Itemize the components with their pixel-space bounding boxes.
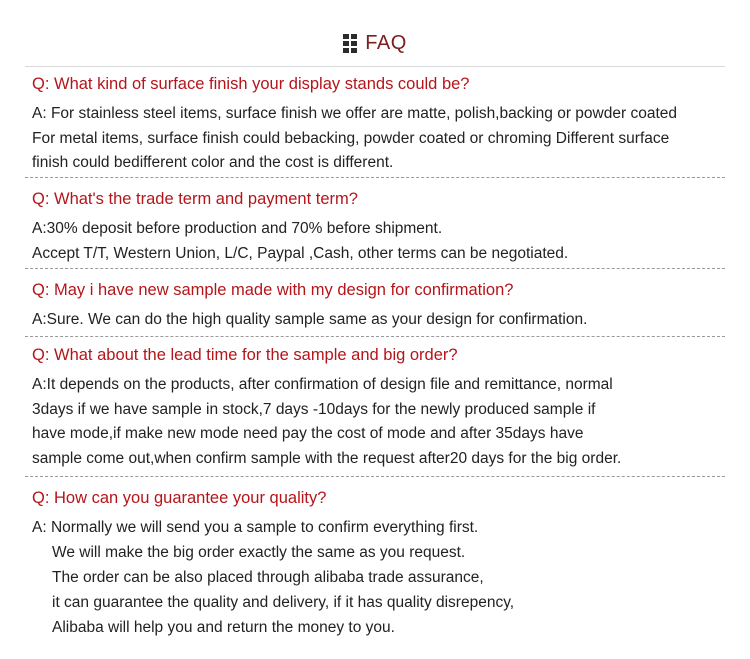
answer-line: have mode,if make new mode need pay the cost of mode and after 35days have — [32, 425, 584, 443]
faq-answer — [32, 515, 722, 640]
header-divider — [25, 66, 725, 67]
answer-line: A: Normally we will send you a sample to confirm everything first. — [32, 519, 479, 536]
answer-line: A:Sure. We can do the high quality sample same as your design for confirmation. — [32, 311, 588, 328]
dashed-divider — [25, 336, 725, 337]
answer-line: A:It depends on the products, after confirmation of design file and remittance, normal — [32, 376, 613, 393]
faq-item-surface-finish — [32, 73, 722, 176]
faq-question: Q: What kind of surface finish your display stands could be? — [32, 75, 470, 93]
faq-answer — [32, 102, 722, 176]
answer-line: For metal items, surface finish could bebacking, powder coated or chroming Different surface — [32, 129, 670, 147]
faq-question: Q: May i have new sample made with my design for confirmation? — [32, 281, 514, 299]
faq-answer — [32, 373, 722, 472]
answer-line: A: For stainless steel items, surface finish we offer are matte, polish,backing or powder coated — [32, 105, 677, 122]
faq-answer — [32, 308, 722, 333]
answer-line: finish could bedifferent color and the cost is different. — [32, 154, 394, 171]
answer-line: A:30% deposit before production and 70% before shipment. — [32, 220, 443, 237]
answer-line: it can guarantee the quality and delivery, if it has quality disrepency, — [52, 594, 515, 611]
faq-question: Q: What's the trade term and payment term? — [32, 190, 358, 208]
faq-header-inner — [343, 32, 407, 55]
faq-item-trade-term — [32, 188, 722, 266]
dashed-divider — [25, 268, 725, 269]
faq-question: Q: What about the lead time for the sample and big order? — [32, 346, 458, 364]
grid-icon — [343, 34, 357, 53]
faq-question: Q: How can you guarantee your quality? — [32, 489, 327, 507]
page-title: FAQ — [365, 31, 407, 54]
answer-line: 3days if we have sample in stock,7 days -10days for the newly produced sample if — [32, 400, 596, 418]
faq-answer — [32, 217, 722, 266]
faq-item-new-sample — [32, 279, 722, 333]
answer-line: We will make the big order exactly the same as you request. — [52, 544, 466, 561]
answer-line: The order can be also placed through alibaba trade assurance, — [52, 569, 484, 586]
answer-line: sample come out,when confirm sample with the request after20 days for the big order. — [32, 450, 622, 468]
dashed-divider — [25, 177, 725, 178]
answer-line: Accept T/T, Western Union, L/C, Paypal ,Cash, other terms can be negotiated. — [32, 244, 569, 262]
dashed-divider — [25, 476, 725, 477]
faq-item-quality — [32, 487, 722, 640]
answer-line: Alibaba will help you and return the money to you. — [52, 619, 395, 636]
faq-header — [0, 28, 750, 58]
faq-item-lead-time — [32, 344, 722, 472]
